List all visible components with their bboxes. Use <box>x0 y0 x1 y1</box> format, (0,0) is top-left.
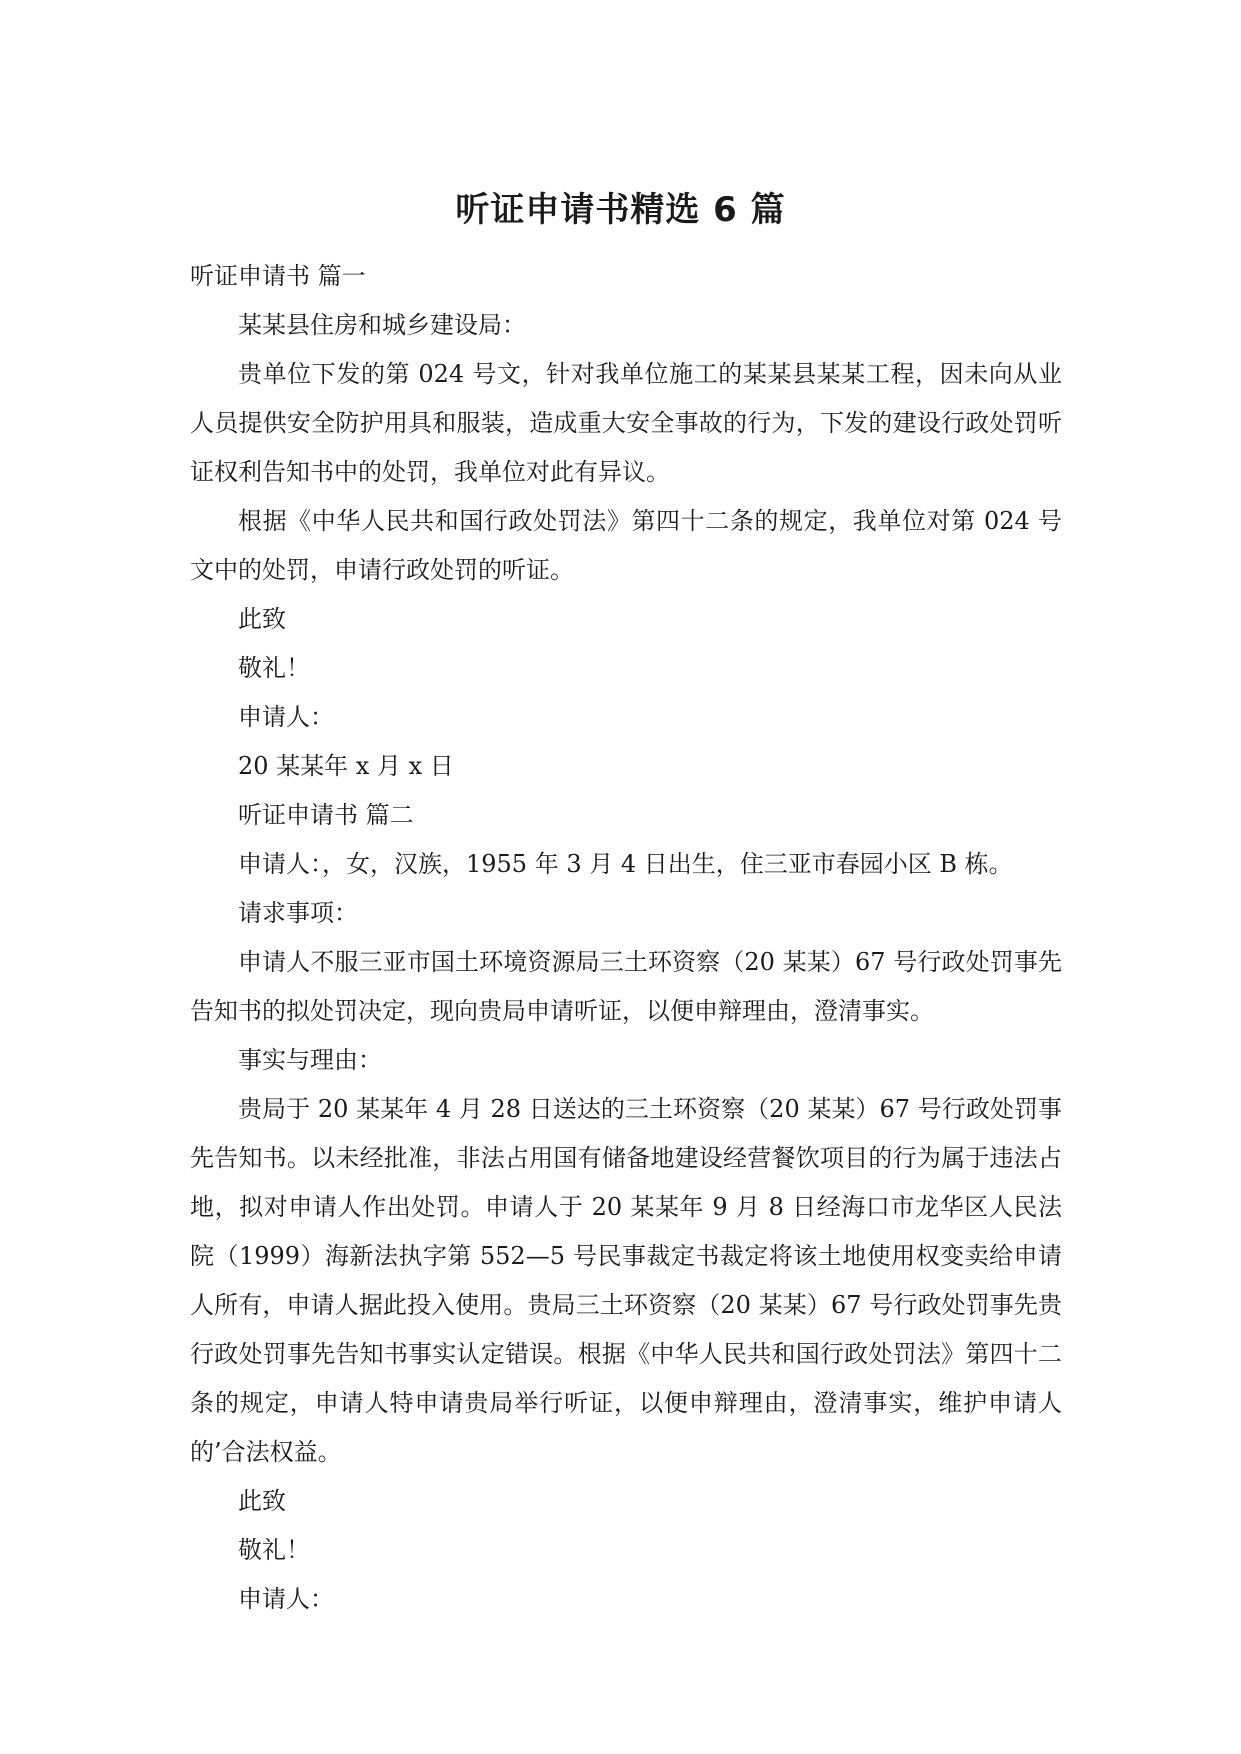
subheading: 事实与理由： <box>238 1046 382 1074</box>
date-line: 20 某某年 x 月 x 日 <box>238 752 454 780</box>
subheading: 请求事项： <box>238 899 358 927</box>
section-heading: 听证申请书 篇一 <box>190 262 366 290</box>
addressee: 某某县住房和城乡建设局： <box>238 311 526 339</box>
body-paragraph: 申请人不服三亚市国土环境资源局三土环资察（20 某某）67 号行政处罚事先告知书的拟处罚决定，现向贵局申请听证，以便申辩理由，澄清事实。 <box>190 948 1062 1025</box>
closing-line: 敬礼！ <box>238 654 310 682</box>
applicant-line: 申请人： <box>238 703 334 731</box>
closing-line: 敬礼！ <box>238 1536 310 1564</box>
document-body <box>190 252 1062 1624</box>
closing-line: 此致 <box>238 605 286 633</box>
body-paragraph: 根据《中华人民共和国行政处罚法》第四十二条的规定，我单位对第 024 号文中的处罚，申请行政处罚的听证。 <box>190 507 1062 584</box>
body-paragraph: 贵单位下发的第 024 号文，针对我单位施工的某某县某某工程，因未向从业人员提供安全防护用具和服装，造成重大安全事故的行为，下发的建设行政处罚听证权利告知书中的处罚，我单位对此有异议。 <box>190 360 1062 486</box>
closing-line: 此致 <box>238 1487 286 1515</box>
applicant-info: 申请人：，女，汉族，1955 年 3 月 4 日出生，住三亚市春园小区 B 栋。 <box>238 850 1013 878</box>
applicant-line: 申请人： <box>238 1585 334 1613</box>
body-paragraph: 贵局于 20 某某年 4 月 28 日送达的三土环资察（20 某某）67 号行政处罚事先告知书。以未经批准，非法占用国有储备地建设经营餐饮项目的行为属于违法占地，拟对申请人作出处罚。申请人于 20 某某年 9 月 8 日经海口市龙华区人民法院（1999）海新法执字第 552—5 号民事裁定书裁定将该土地使用权变卖给申请人所有，申请人据此投入使用。贵局三土环资察（20 某某）67 号行政处罚事先贵行政处罚事先告知书事实认定错误。根据《中华人民共和国行政处罚法》第四十二条的规定，申请人特申请贵局举行听证，以便申辩理由，澄清事实，维护申请人的’合法权益。 <box>190 1095 1062 1466</box>
document-title: 听证申请书精选 6 篇 <box>455 190 786 230</box>
section-heading: 听证申请书 篇二 <box>238 801 414 829</box>
